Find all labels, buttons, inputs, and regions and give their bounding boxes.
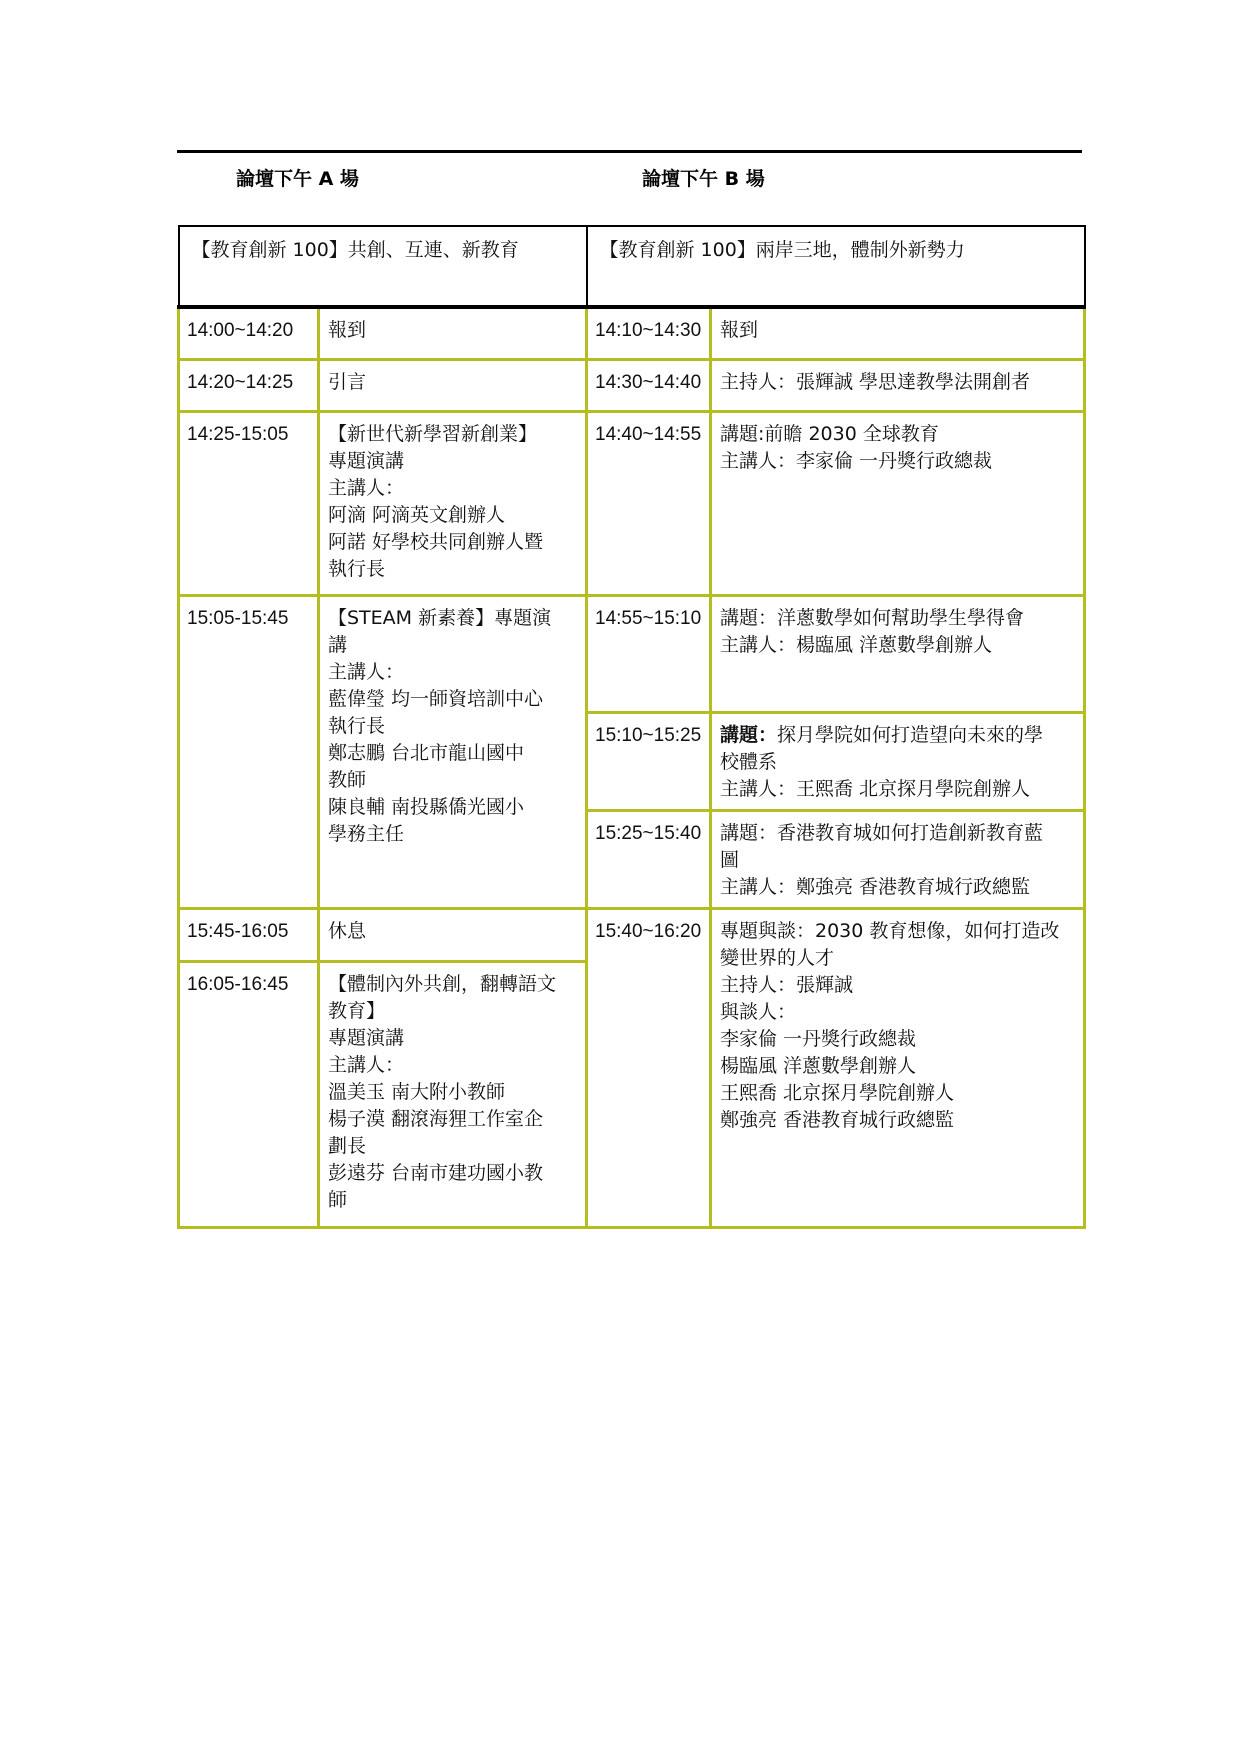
a-time-cell: 15:45-16:05 (179, 908, 319, 961)
text-line: 講題:前瞻 2030 全球教育 (720, 422, 939, 445)
a-time-cell: 16:05-16:45 (179, 961, 319, 1227)
text-line: 探月學院如何打造望向未來的學 (777, 723, 1044, 746)
a-content-cell (319, 595, 587, 908)
table-row (179, 411, 1085, 595)
text-line: 鄭強亮 香港教育城行政總監 (720, 1108, 955, 1131)
text-line: 主講人：鄭強亮 香港教育城行政總監 (720, 875, 1031, 898)
text-line: 陳良輔 南投縣僑光國小 (328, 795, 525, 818)
text-line: 主講人：王熙喬 北京探月學院創辦人 (720, 777, 1031, 800)
text-line: 阿諾 好學校共同創辦人暨 (328, 530, 544, 553)
topic-lead: 講題： (720, 723, 778, 746)
text-line: 主持人：張輝誠 (720, 973, 854, 996)
b-content-cell (711, 595, 1085, 712)
table-row (179, 595, 1085, 712)
text-line: 主講人：李家倫 一丹獎行政總裁 (720, 449, 993, 472)
b-content-cell (711, 908, 1085, 1227)
text-line: 主講人： (328, 660, 405, 683)
text-line: 報到 (328, 319, 367, 341)
text-line: 講題：香港教育城如何打造創新教育藍 (720, 821, 1044, 844)
a-time-cell: 14:00~14:20 (179, 307, 319, 359)
text-line: 校體系 (720, 750, 778, 773)
text-line: 教育】 (328, 999, 386, 1022)
b-content-cell (711, 810, 1085, 908)
text-line: 講題：洋蔥數學如何幫助學生學得會 (720, 606, 1025, 629)
text-line: 王熙喬 北京探月學院創辦人 (720, 1081, 955, 1104)
a-time-cell: 15:05-15:45 (179, 595, 319, 908)
top-rule (177, 150, 1082, 153)
a-time-cell: 14:20~14:25 (179, 359, 319, 411)
text-line: 引言 (328, 370, 367, 393)
b-content-cell (711, 712, 1085, 810)
text-line: 【體制內外共創，翻轉語文 (328, 972, 557, 995)
text-line: 【新世代新學習新創業】 (328, 422, 538, 445)
text-line: 教師 (328, 768, 367, 791)
b-content-cell (711, 307, 1085, 359)
text-line: 執行長 (328, 557, 386, 580)
text-line: 變世界的人才 (720, 946, 835, 969)
text-line: 劃長 (328, 1134, 367, 1157)
text-line: 報到 (720, 319, 759, 341)
text-line: 【STEAM 新素養】專題演 (328, 606, 552, 629)
session-b-title: 【教育創新 100】兩岸三地，體制外新勢力 (587, 226, 1085, 307)
session-a-heading: 論壇下午 A 場 (236, 168, 359, 190)
b-time-cell: 15:25~15:40 (587, 810, 711, 908)
title-row (179, 226, 1085, 307)
b-time-cell: 14:30~14:40 (587, 359, 711, 411)
text-line: 主持人：張輝誠 學思達教學法開創者 (720, 370, 1031, 393)
text-line: 與談人： (720, 1000, 797, 1023)
text-line: 講 (328, 633, 348, 656)
text-line: 李家倫 一丹獎行政總裁 (720, 1027, 917, 1050)
schedule-table (177, 225, 1086, 1229)
text-line: 專題演講 (328, 449, 405, 472)
b-time-cell: 14:55~15:10 (587, 595, 711, 712)
a-content-cell (319, 307, 587, 359)
session-a-title: 【教育創新 100】共創、互連、新教育 (179, 226, 587, 307)
table-row (179, 307, 1085, 359)
text-line: 藍偉瑩 均一師資培訓中心 (328, 687, 544, 710)
table-row (179, 908, 1085, 961)
a-content-cell (319, 961, 587, 1227)
text-line: 主講人： (328, 476, 405, 499)
a-content-cell (319, 359, 587, 411)
text-line: 休息 (328, 919, 367, 942)
b-time-cell: 15:40~16:20 (587, 908, 711, 1227)
text-line: 執行長 (328, 714, 386, 737)
a-content-cell (319, 908, 587, 961)
b-time-cell: 14:40~14:55 (587, 411, 711, 595)
text-line: 楊臨風 洋蔥數學創辦人 (720, 1054, 917, 1077)
b-content-cell (711, 359, 1085, 411)
text-line: 彭遠芬 台南市建功國小教 (328, 1161, 544, 1184)
a-content-cell (319, 411, 587, 595)
b-content-cell (711, 411, 1085, 595)
text-line: 溫美玉 南大附小教師 (328, 1080, 506, 1103)
text-line: 師 (328, 1188, 348, 1211)
text-line: 阿滴 阿滴英文創辦人 (328, 503, 506, 526)
b-time-cell: 15:10~15:25 (587, 712, 711, 810)
session-b-heading: 論壇下午 B 場 (642, 168, 765, 190)
text-line: 鄭志鵬 台北市龍山國中 (328, 741, 525, 764)
text-line: 圖 (720, 848, 740, 871)
text-line: 主講人： (328, 1053, 405, 1076)
text-line: 主講人：楊臨風 洋蔥數學創辦人 (720, 633, 993, 656)
table-row (179, 359, 1085, 411)
text-line: 專題演講 (328, 1026, 405, 1049)
b-time-cell: 14:10~14:30 (587, 307, 711, 359)
text-line: 學務主任 (328, 822, 405, 845)
text-line: 專題與談：2030 教育想像，如何打造改 (720, 919, 1060, 942)
a-time-cell: 14:25-15:05 (179, 411, 319, 595)
text-line: 楊子漠 翻滾海狸工作室企 (328, 1107, 544, 1130)
